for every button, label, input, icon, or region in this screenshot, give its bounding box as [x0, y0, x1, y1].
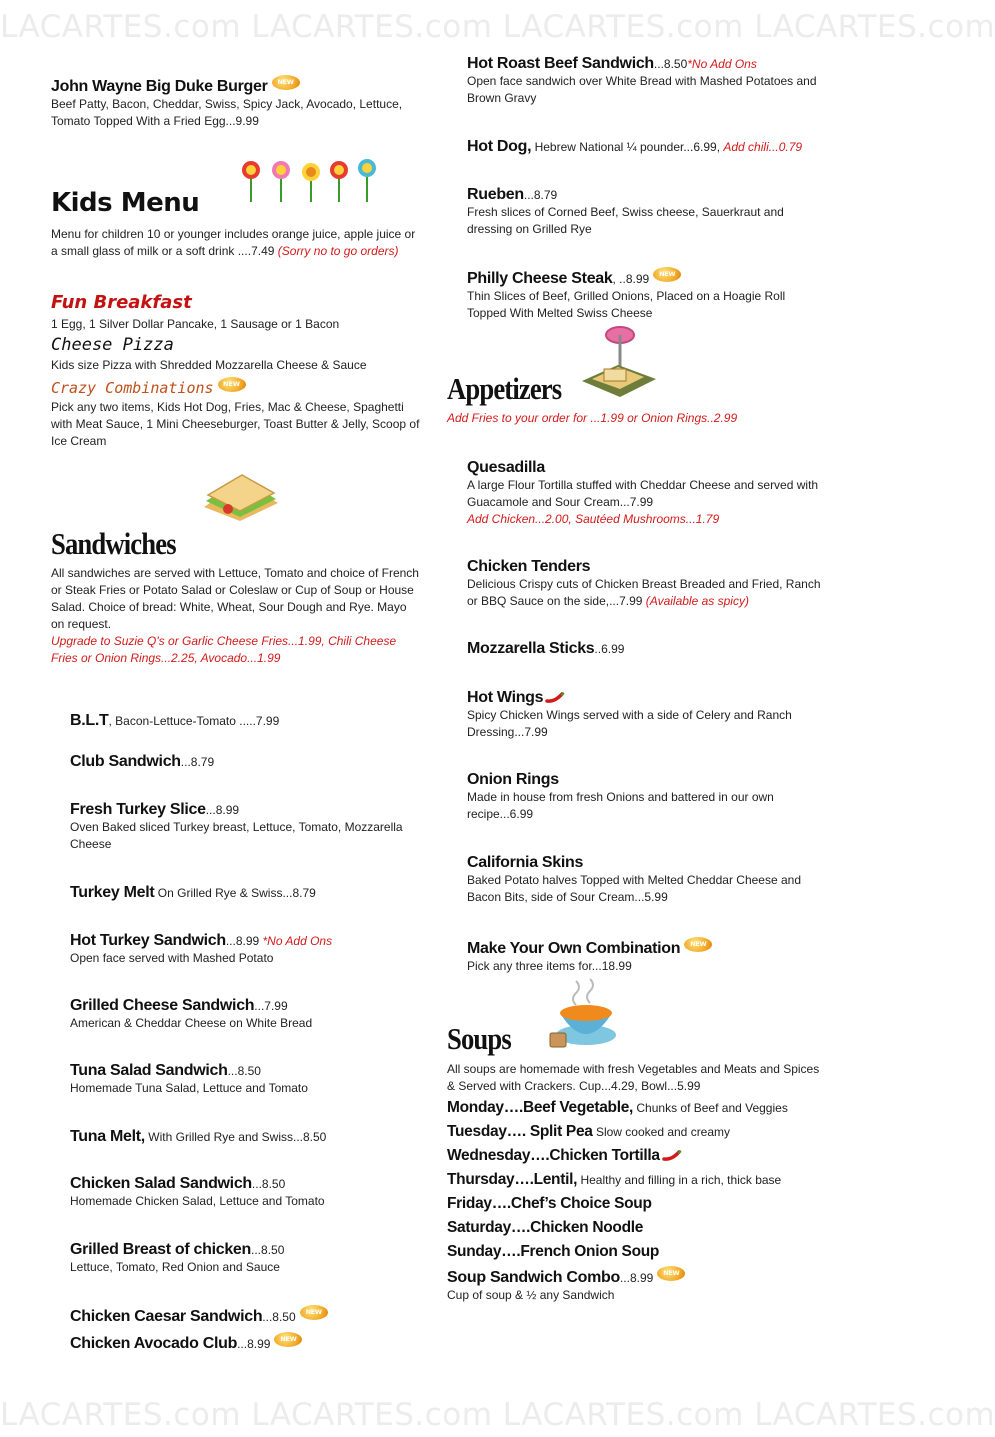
- sandwich-icon: [198, 473, 284, 525]
- item-hot-dog: Hot Dog, Hebrew National ¼ pounder...6.99, Add chili...0.79: [467, 138, 803, 155]
- new-badge-icon: NEW: [684, 937, 712, 952]
- cheese-pizza-title: Cheese Pizza: [51, 334, 174, 355]
- soup-day-thursday: Thursday….Lentil, Healthy and filling in a rich, thick base: [447, 1171, 782, 1188]
- sandwich-item-tuna-melt: Tuna Melt, With Grilled Rye and Swiss...8.50: [70, 1128, 327, 1145]
- chili-pepper-icon: [545, 692, 565, 704]
- sandwich-item-fresh-turkey: Fresh Turkey Slice...8.99 Oven Baked sliced Turkey breast, Lettuce, Tomato, Mozzarella Cheese: [70, 801, 403, 852]
- watermark-top: LACARTES.com LACARTES.com LACARTES.com LACARTES.com: [0, 9, 995, 45]
- sandwich-item-club: Club Sandwich...8.79: [70, 753, 215, 770]
- soup-day-monday: Monday….Beef Vegetable, Chunks of Beef and Veggies: [447, 1099, 788, 1116]
- appetizers-heading: Appetizers: [447, 371, 562, 406]
- soups-heading: Soups: [447, 1021, 511, 1056]
- duke-burger: [51, 77, 421, 130]
- item-philly: Philly Cheese Steak, ..8.99 NEW Thin Slices of Beef, Grilled Onions, Placed on a Hoagie Roll Topped With Melted Swiss Cheese: [467, 269, 822, 322]
- new-badge-icon: NEW: [218, 377, 246, 392]
- kids-heading: Kids Menu: [51, 188, 200, 218]
- new-badge-icon: NEW: [300, 1305, 328, 1320]
- kids-items: [51, 290, 421, 450]
- item-hot-roast-beef: Hot Roast Beef Sandwich...8.50*No Add Ons Open face sandwich over White Bread with Mashed Potatoes and Brown Gravy: [467, 55, 817, 106]
- sandwiches-section: [51, 528, 421, 667]
- appetizers-note: Add Fries to your order for ...1.99 or Onion Rings..2.99: [447, 411, 738, 426]
- appetizer-item-quesadilla: Quesadilla A large Flour Tortilla stuffed with Cheddar Cheese and served with Guacamole and Sour Cream...7.99 Add Chicken...2.00, Sautéed Mushrooms...1.79: [467, 459, 819, 527]
- kids-desc: Menu for children 10 or younger includes orange juice, apple juice or a small glass of milk or a soft drink ....7.49 (Sorry no to go orders): [51, 226, 416, 258]
- soups-desc: All soups are homemade with fresh Vegetables and Meats and Spices & Served with Crackers. Cup...4.29, Bowl...5.99: [447, 1062, 820, 1094]
- sandwich-item-chicken-avocado: Chicken Avocado Club...8.99 NEW: [70, 1334, 420, 1353]
- new-badge-icon: NEW: [653, 267, 681, 282]
- item-desc: Beef Patty, Bacon, Cheddar, Swiss, Spicy Jack, Avocado, Lettuce, Tomato Topped With a Fried Egg...9.99: [51, 97, 403, 129]
- new-badge-icon: NEW: [274, 1332, 302, 1347]
- appetizer-item-onion-rings: Onion Rings Made in house from fresh Onions and battered in our own recipe...6.99: [467, 771, 774, 822]
- soup-day-tuesday: Tuesday…. Split Pea Slow cooked and creamy: [447, 1123, 731, 1140]
- sandwich-item-turkey-melt: Turkey Melt On Grilled Rye & Swiss...8.79: [70, 884, 316, 901]
- sandwich-item-grilled-cheese: Grilled Cheese Sandwich...7.99 American & Cheddar Cheese on White Bread: [70, 997, 313, 1031]
- appetizer-item-california-skins: California Skins Baked Potato halves Topped with Melted Cheddar Cheese and Bacon Bits, side of Sour Cream...5.99: [467, 854, 802, 905]
- sandwich-item-grilled-breast: Grilled Breast of chicken...8.50 Lettuce, Tomato, Red Onion and Sauce: [70, 1241, 285, 1275]
- watermark-bottom: LACARTES.com LACARTES.com LACARTES.com LACARTES.com: [0, 1397, 995, 1433]
- item-title: John Wayne Big Duke Burger NEW: [51, 77, 421, 96]
- item-rueben: Rueben...8.79 Fresh slices of Corned Beef, Swiss cheese, Sauerkraut and dressing on Grilled Rye: [467, 186, 784, 237]
- soup-days: [447, 1096, 832, 1264]
- appetizer-item-combination: Make Your Own Combination NEW Pick any three items for...18.99: [467, 939, 822, 975]
- cheese-pizza-desc: Kids size Pizza with Shredded Mozzarella Cheese & Sauce: [51, 357, 367, 372]
- chili-pepper-icon: [662, 1150, 682, 1162]
- sandwich-item-hot-turkey: Hot Turkey Sandwich...8.99 *No Add Ons Open face served with Mashed Potato: [70, 932, 333, 966]
- sandwich-item-chicken-caesar: Chicken Caesar Sandwich...8.50 NEW: [70, 1307, 420, 1326]
- soup-day-friday: Friday….Chef’s Choice Soup: [447, 1195, 652, 1212]
- crazy-combinations-desc: Pick any two items, Kids Hot Dog, Fries, Mac & Cheese, Spaghetti with Meat Sauce, 1 Mini Cheeseburger, Toast Butter & Jelly, Scoop of Ice Cream: [51, 399, 420, 448]
- appetizer-item-chicken-tenders: Chicken Tenders Delicious Crispy cuts of Chicken Breast Breaded and Fried, Ranch or BBQ Sauce on the side,...7.99 (Available as spicy): [467, 558, 821, 609]
- kids-menu: [51, 185, 421, 260]
- appetizers-section: [447, 373, 822, 427]
- soup-sandwich-combo: Soup Sandwich Combo...8.99 NEW Cup of soup & ½ any Sandwich: [447, 1268, 827, 1304]
- sandwich-item-chicken-salad: Chicken Salad Sandwich...8.50 Homemade Chicken Salad, Lettuce and Tomato: [70, 1175, 325, 1209]
- soups-section: [447, 1023, 822, 1095]
- soup-day-saturday: Saturday….Chicken Noodle: [447, 1219, 644, 1236]
- sandwiches-upgrade: Upgrade to Suzie Q's or Garlic Cheese Fries...1.99, Chili Cheese Fries or Onion Rings...2.25, Avocado...1.99: [51, 634, 397, 666]
- crazy-combinations-title: Crazy Combinations NEW: [51, 378, 421, 399]
- sandwiches-heading: Sandwiches: [51, 526, 176, 561]
- soup-day-sunday: Sunday….French Onion Soup: [447, 1243, 660, 1260]
- new-badge-icon: NEW: [272, 75, 300, 90]
- fun-breakfast-desc: 1 Egg, 1 Silver Dollar Pancake, 1 Sausage or 1 Bacon: [51, 316, 340, 331]
- fun-breakfast-title: Fun Breakfast: [51, 292, 192, 313]
- soup-day-wednesday: Wednesday….Chicken Tortilla: [447, 1144, 832, 1168]
- appetizer-item-mozzarella: Mozzarella Sticks..6.99: [467, 640, 625, 657]
- sandwiches-desc: All sandwiches are served with Lettuce, Tomato and choice of French or Steak Fries or Potato Salad or Coleslaw or Cup of Soup or House Salad. Choice of bread: White, Wheat, Sour Dough and Rye. Mayo on request.: [51, 566, 419, 632]
- sandwich-item-tuna-salad: Tuna Salad Sandwich...8.50 Homemade Tuna Salad, Lettuce and Tomato: [70, 1062, 308, 1096]
- new-badge-icon: NEW: [657, 1266, 685, 1281]
- sandwich-item-blt: B.L.T, Bacon-Lettuce-Tomato .....7.99: [70, 712, 280, 729]
- appetizer-item-hot-wings: Hot Wings Spicy Chicken Wings served with a side of Celery and Ranch Dressing...7.99: [467, 689, 792, 740]
